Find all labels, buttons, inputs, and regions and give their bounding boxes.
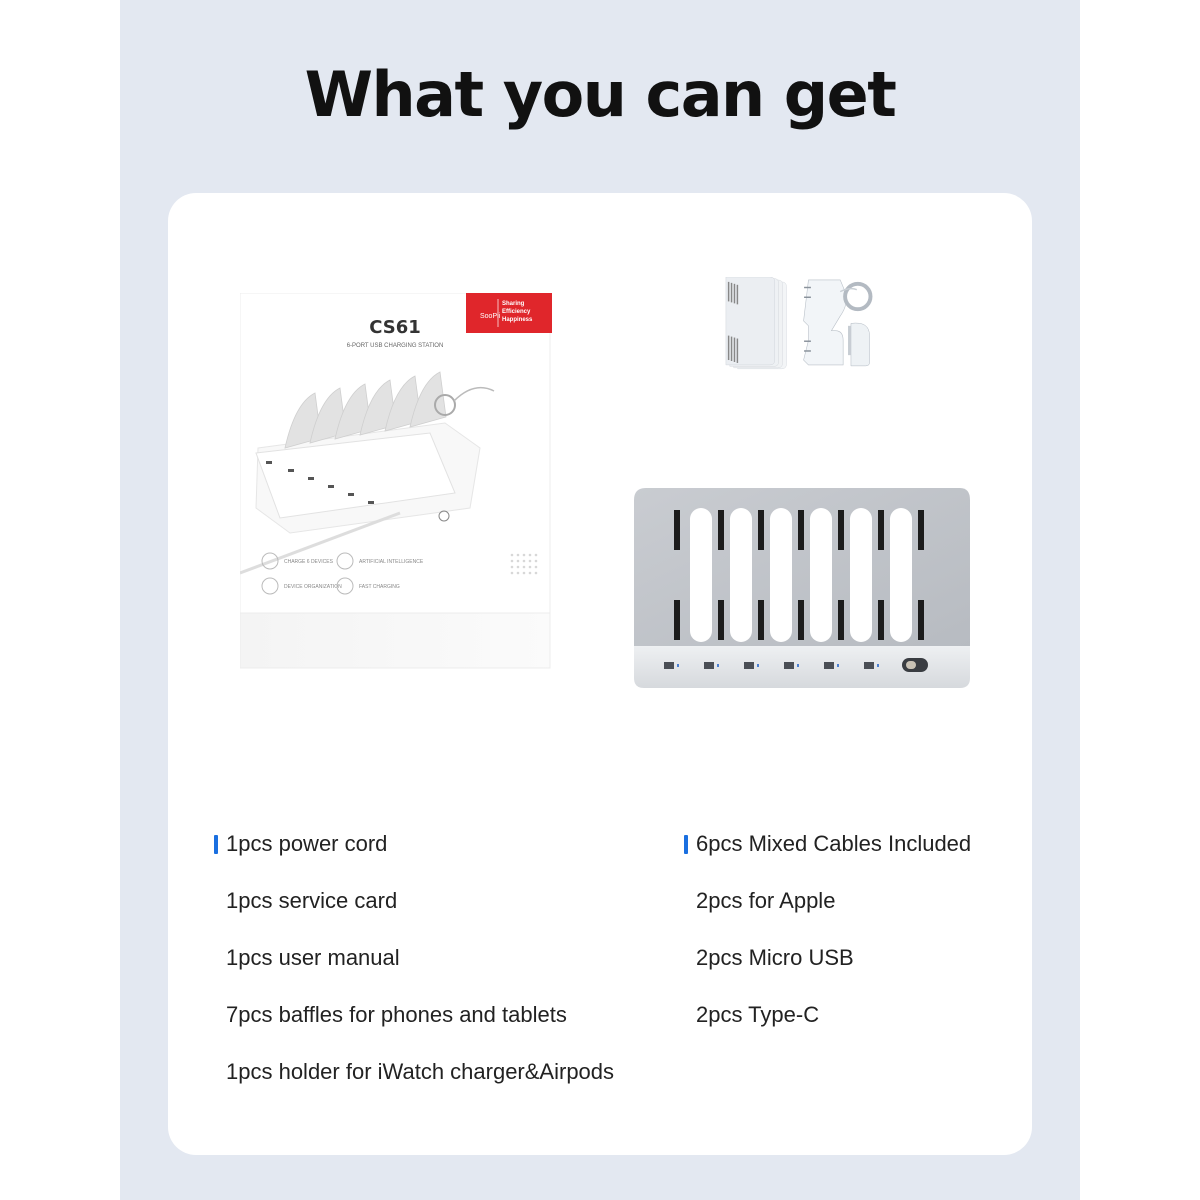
brand-logo-text: SooPii [480, 313, 501, 320]
product-photos [168, 193, 1032, 753]
charging-station-image [634, 488, 972, 698]
headline: What you can get [304, 58, 896, 131]
tagline-line-2: Efficiency [502, 309, 531, 315]
section-marker [684, 835, 688, 854]
model-subtitle: 6-PORT USB CHARGING STATION [346, 343, 444, 349]
list-item: 2pcs Micro USB [696, 945, 854, 970]
list-item: 2pcs Type-C [696, 1002, 820, 1027]
baffle-stack [726, 277, 787, 369]
list-item: 1pcs service card [226, 888, 398, 913]
tagline-line-1: Sharing [502, 301, 525, 307]
feature-label-1: CHARGE 6 DEVICES [284, 559, 333, 565]
contents-list-left [214, 829, 614, 1114]
model-name: CS61 [369, 317, 421, 338]
contents-card [168, 193, 1032, 1155]
section-marker [214, 835, 218, 854]
feature-label-2: ARTIFICIAL INTELLIGENCE [359, 559, 424, 565]
list-item: 1pcs user manual [226, 945, 400, 970]
contents-list-right [684, 829, 971, 1057]
feature-label-4: FAST CHARGING [359, 584, 400, 590]
list-item: 1pcs power cord [214, 829, 614, 886]
list-item: 7pcs baffles for phones and tablets [226, 1002, 567, 1027]
retail-box-image [240, 293, 558, 673]
iwatch-airpods-holder [804, 280, 871, 366]
list-item: 1pcs holder for iWatch charger&Airpods [226, 1059, 615, 1084]
list-item: 2pcs for Apple [696, 888, 836, 913]
tagline-line-3: Happiness [502, 317, 533, 323]
list-item: 6pcs Mixed Cables Included [684, 829, 971, 886]
baffles-and-holder-image [635, 277, 979, 487]
feature-label-3: DEVICE ORGANIZATION [284, 584, 342, 590]
product-panel [120, 0, 1080, 1200]
